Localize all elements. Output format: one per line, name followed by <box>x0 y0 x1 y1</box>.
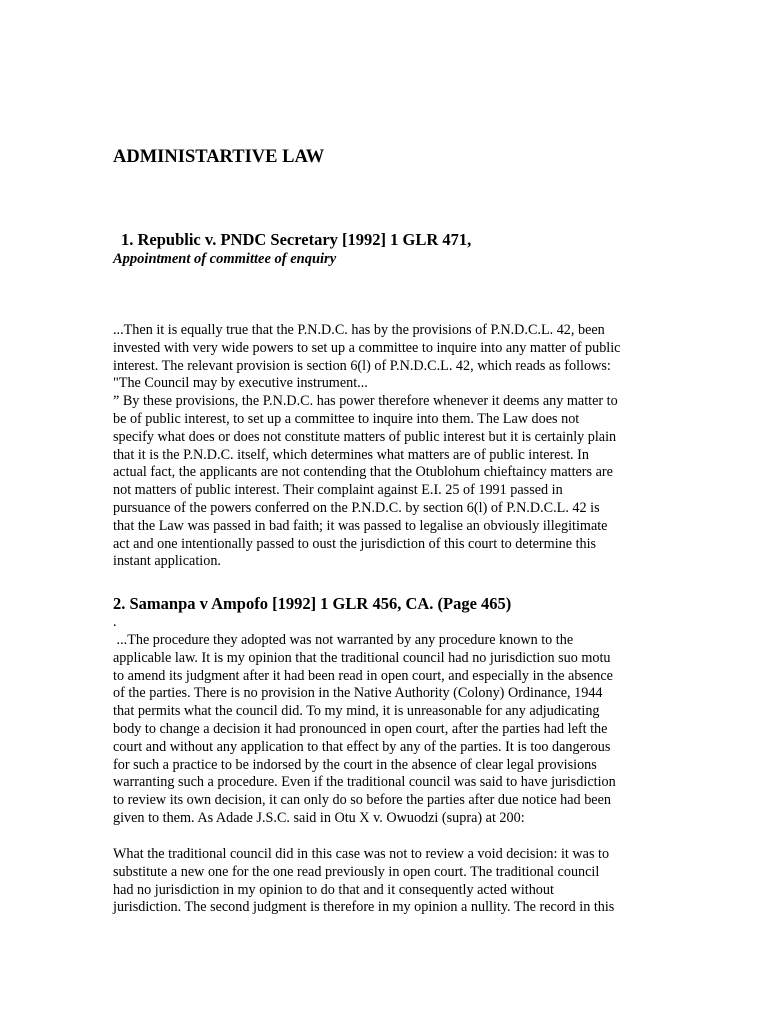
case-2-quote-line: jurisdiction. The second judgment is therefore in my opinion a nullity. The record in this <box>113 899 615 916</box>
case-1-line: actual fact, the applicants are not contending that the Otublohum chieftaincy matters are <box>113 464 613 481</box>
case-1-line: ...Then it is equally true that the P.N.D.C. has by the provisions of P.N.D.C.L. 42, been <box>113 322 605 338</box>
case-2-line: court and without any application to that effect by any of the parties. It is too dangerous <box>113 738 611 755</box>
case-2-line: of the parties. There is no provision in the Native Authority (Colony) Ordinance, 1944 <box>113 685 603 702</box>
case-1-line: invested with very wide powers to set up a committee to inquire into any matter of public <box>113 339 621 356</box>
case-1-line: "The Council may by executive instrument... <box>113 375 368 392</box>
case-2-line: to amend its judgment after it had been read in open court, and especially in the absence <box>113 667 613 684</box>
case-1-line: specify what does or does not constitute matters of public interest but it is certainly plain <box>113 428 617 445</box>
case-2-line: given to them. As Adade J.S.C. said in Otu X v. Owuodzi (supra) at 200: <box>113 809 525 826</box>
case-2-line: for such a practice to be indorsed by the court in the absence of clear legal provisions <box>113 756 597 773</box>
case-2-heading: 2. Samanpa v Ampofo [1992] 1 GLR 456, CA. (Page 465) <box>113 594 512 613</box>
case-1-heading: 1. Republic v. PNDC Secretary [1992] 1 GLR 471, <box>121 230 472 249</box>
case-1-line: be of public interest, to set up a committee to inquire into them. The Law does not <box>113 410 580 427</box>
case-1-line: that it is the P.N.D.C. itself, which determines what matters are of public interest. In <box>113 446 589 463</box>
case-2-line: applicable law. It is my opinion that the traditional council had no jurisdiction suo motu <box>113 649 611 666</box>
case-2-quote-line: substitute a new one for the one read previously in open court. The traditional council <box>113 863 600 880</box>
case-2-line: ...The procedure they adopted was not warranted by any procedure known to the <box>113 632 574 648</box>
case-1-line: interest. The relevant provision is section 6(l) of P.N.D.C.L. 42, which reads as follows: <box>113 357 611 374</box>
case-2-quote <box>113 846 658 917</box>
case-2-quote-line: What the traditional council did in this case was not to review a void decision: it was to <box>113 846 610 862</box>
case-1-line: instant application. <box>113 553 221 570</box>
case-1-body <box>113 322 658 571</box>
case-2-line: to review its own decision, it can only do so before the parties after due notice had been <box>113 792 611 809</box>
case-1-subtitle: Appointment of committee of enquiry <box>113 251 337 267</box>
case-2-line: warranting such a procedure. Even if the traditional council was said to have jurisdiction <box>113 774 616 791</box>
case-1-line: ” By these provisions, the P.N.D.C. has power therefore whenever it deems any matter to <box>113 393 618 410</box>
case-2-dot: . <box>113 614 117 630</box>
case-2-body <box>113 632 658 828</box>
case-1-line: that the Law was passed in bad faith; it was passed to legalise an obviously illegitimate <box>113 517 608 534</box>
case-1-line: not matters of public interest. Their complaint against E.I. 25 of 1991 passed in <box>113 482 563 499</box>
case-2-line: that permits what the council did. To my mind, it is unreasonable for any adjudicating <box>113 703 600 720</box>
case-1-line: pursuance of the powers conferred on the P.N.D.C. by section 6(l) of P.N.D.C.L. 42 is <box>113 499 600 516</box>
case-1-line: act and one intentionally passed to oust the jurisdiction of this court to determine this <box>113 535 597 552</box>
document-title: ADMINISTARTIVE LAW <box>113 147 325 167</box>
case-2-line: body to change a decision it had pronounced in open court, after the parties had left the <box>113 720 608 737</box>
case-2-quote-line: had no jurisdiction in my opinion to do that and it consequently acted without <box>113 881 554 898</box>
